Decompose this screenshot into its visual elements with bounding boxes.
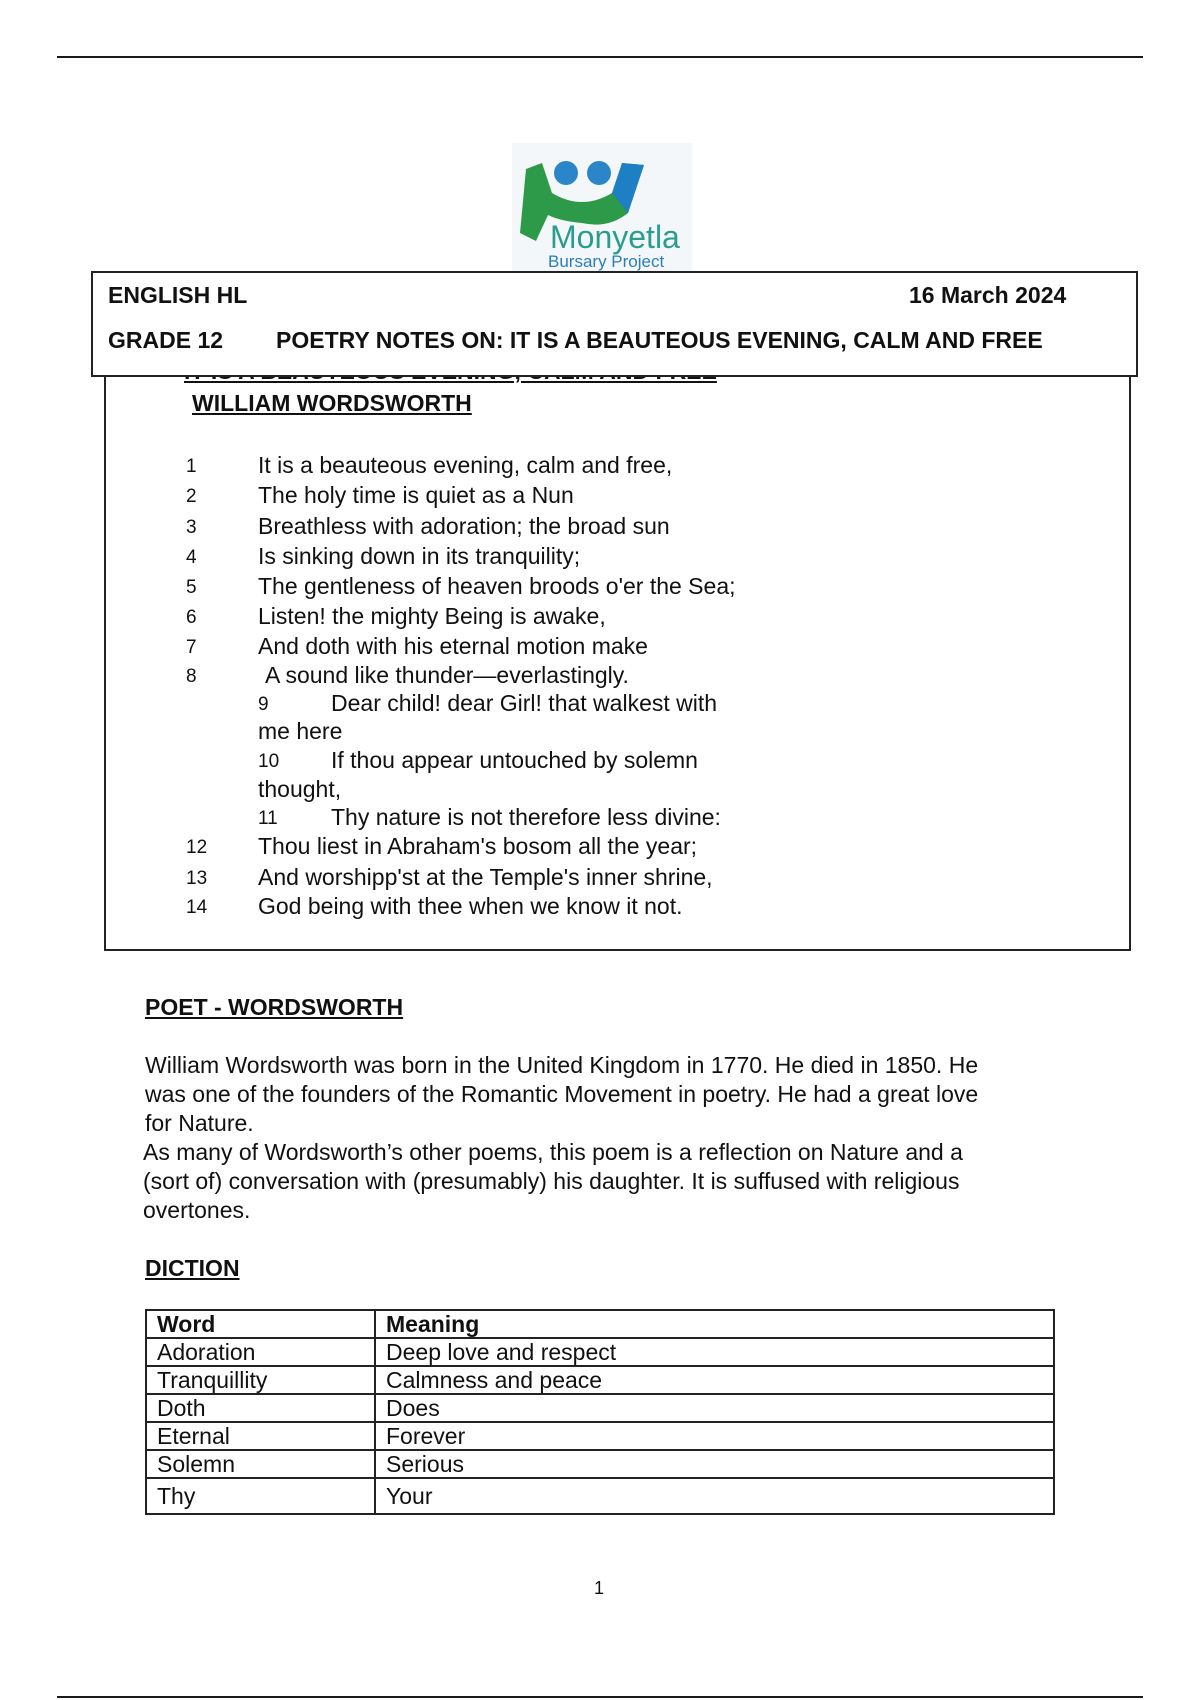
word-cell: Solemn [146, 1450, 375, 1478]
table-row [146, 1478, 1054, 1514]
poem-line: It is a beauteous evening, calm and free, [258, 452, 673, 478]
poet-paragraph-2 [143, 1138, 963, 1225]
poem-line: God being with thee when we know it not. [258, 893, 683, 919]
poem-line-continuation: me here [258, 718, 343, 744]
poem-line: Thou liest in Abraham's bosom all the year; [258, 833, 698, 859]
table-row [146, 1422, 1054, 1450]
poem-line: Listen! the mighty Being is awake, [258, 603, 606, 629]
paragraph-line: William Wordsworth was born in the United Kingdom in 1770. He died in 1850. He [145, 1052, 979, 1078]
meaning-cell: Does [375, 1394, 1054, 1422]
top-rule [57, 56, 1143, 58]
date-label: 16 March 2024 [909, 282, 1067, 308]
line-number: 3 [186, 517, 197, 538]
subject-label: ENGLISH HL [108, 282, 248, 308]
line-number: 10 [258, 751, 280, 772]
table-row [146, 1366, 1054, 1394]
table-row [146, 1450, 1054, 1478]
line-number: 12 [186, 837, 208, 858]
page-number: 1 [594, 1578, 605, 1598]
line-number: 2 [186, 486, 197, 507]
meaning-cell: Calmness and peace [375, 1366, 1054, 1394]
header-box [91, 271, 1138, 377]
poem-line: And doth with his eternal motion make [258, 633, 648, 659]
poem-line: The gentleness of heaven broods o'er the Sea; [258, 573, 736, 599]
table-header-row [146, 1310, 1054, 1338]
word-cell: Adoration [146, 1338, 375, 1366]
word-cell: Eternal [146, 1422, 375, 1450]
paragraph-line: was one of the founders of the Romantic Movement in poetry. He had a great love [145, 1081, 979, 1107]
poem-line: Dear child! dear Girl! that walkest with [331, 690, 718, 716]
word-cell: Doth [146, 1394, 375, 1422]
poem-line: A sound like thunder—everlastingly. [265, 662, 629, 688]
poem-line: The holy time is quiet as a Nun [258, 482, 574, 508]
word-cell: Thy [146, 1478, 375, 1514]
line-number: 4 [186, 547, 197, 568]
poem-line: And worshipp'st at the Temple's inner shrine, [258, 864, 713, 890]
meaning-cell: Serious [375, 1450, 1054, 1478]
bottom-rule [57, 1696, 1143, 1698]
diction-table [145, 1309, 1055, 1515]
poet-name: WILLIAM WORDSWORTH [192, 390, 472, 416]
line-number: 5 [186, 577, 197, 598]
meaning-cell: Forever [375, 1422, 1054, 1450]
poem-line-continuation: thought, [258, 776, 342, 802]
line-number: 8 [186, 666, 197, 687]
paragraph-line: (sort of) conversation with (presumably) his daughter. It is suffused with religious [143, 1168, 960, 1194]
line-number: 9 [258, 694, 269, 715]
table-row [146, 1394, 1054, 1422]
paragraph-line: for Nature. [145, 1110, 254, 1136]
poem-line: Is sinking down in its tranquility; [258, 543, 581, 569]
line-number: 6 [186, 607, 197, 628]
paragraph-line: overtones. [143, 1197, 251, 1223]
poet-section-heading: POET - WORDSWORTH [145, 994, 404, 1020]
poem-line: If thou appear untouched by solemn [331, 747, 698, 773]
line-number: 13 [186, 868, 208, 889]
paragraph-line: As many of Wordsworth’s other poems, this poem is a reflection on Nature and a [143, 1139, 963, 1165]
grade-label: GRADE 12 [108, 327, 224, 353]
meaning-cell: Your [375, 1478, 1054, 1514]
word-cell: Tranquillity [146, 1366, 375, 1394]
monyetla-logo [512, 143, 692, 271]
col-word-header: Word [146, 1310, 375, 1338]
line-number: 14 [186, 897, 208, 918]
topic-title: POETRY NOTES ON: IT IS A BEAUTEOUS EVENING, CALM AND FREE [276, 327, 1043, 353]
line-number: 1 [186, 456, 197, 477]
poem-line: Breathless with adoration; the broad sun [258, 513, 670, 539]
poem-line: Thy nature is not therefore less divine: [331, 804, 721, 830]
line-number: 7 [186, 637, 197, 658]
meaning-cell: Deep love and respect [375, 1338, 1054, 1366]
diction-heading: DICTION [145, 1255, 240, 1281]
col-meaning-header: Meaning [375, 1310, 1054, 1338]
logo-line1: Monyetla [550, 219, 680, 255]
poet-paragraph-1 [145, 1051, 978, 1138]
table-row [146, 1338, 1054, 1366]
line-number: 11 [258, 808, 278, 829]
logo-line2: Bursary Project [548, 252, 665, 271]
